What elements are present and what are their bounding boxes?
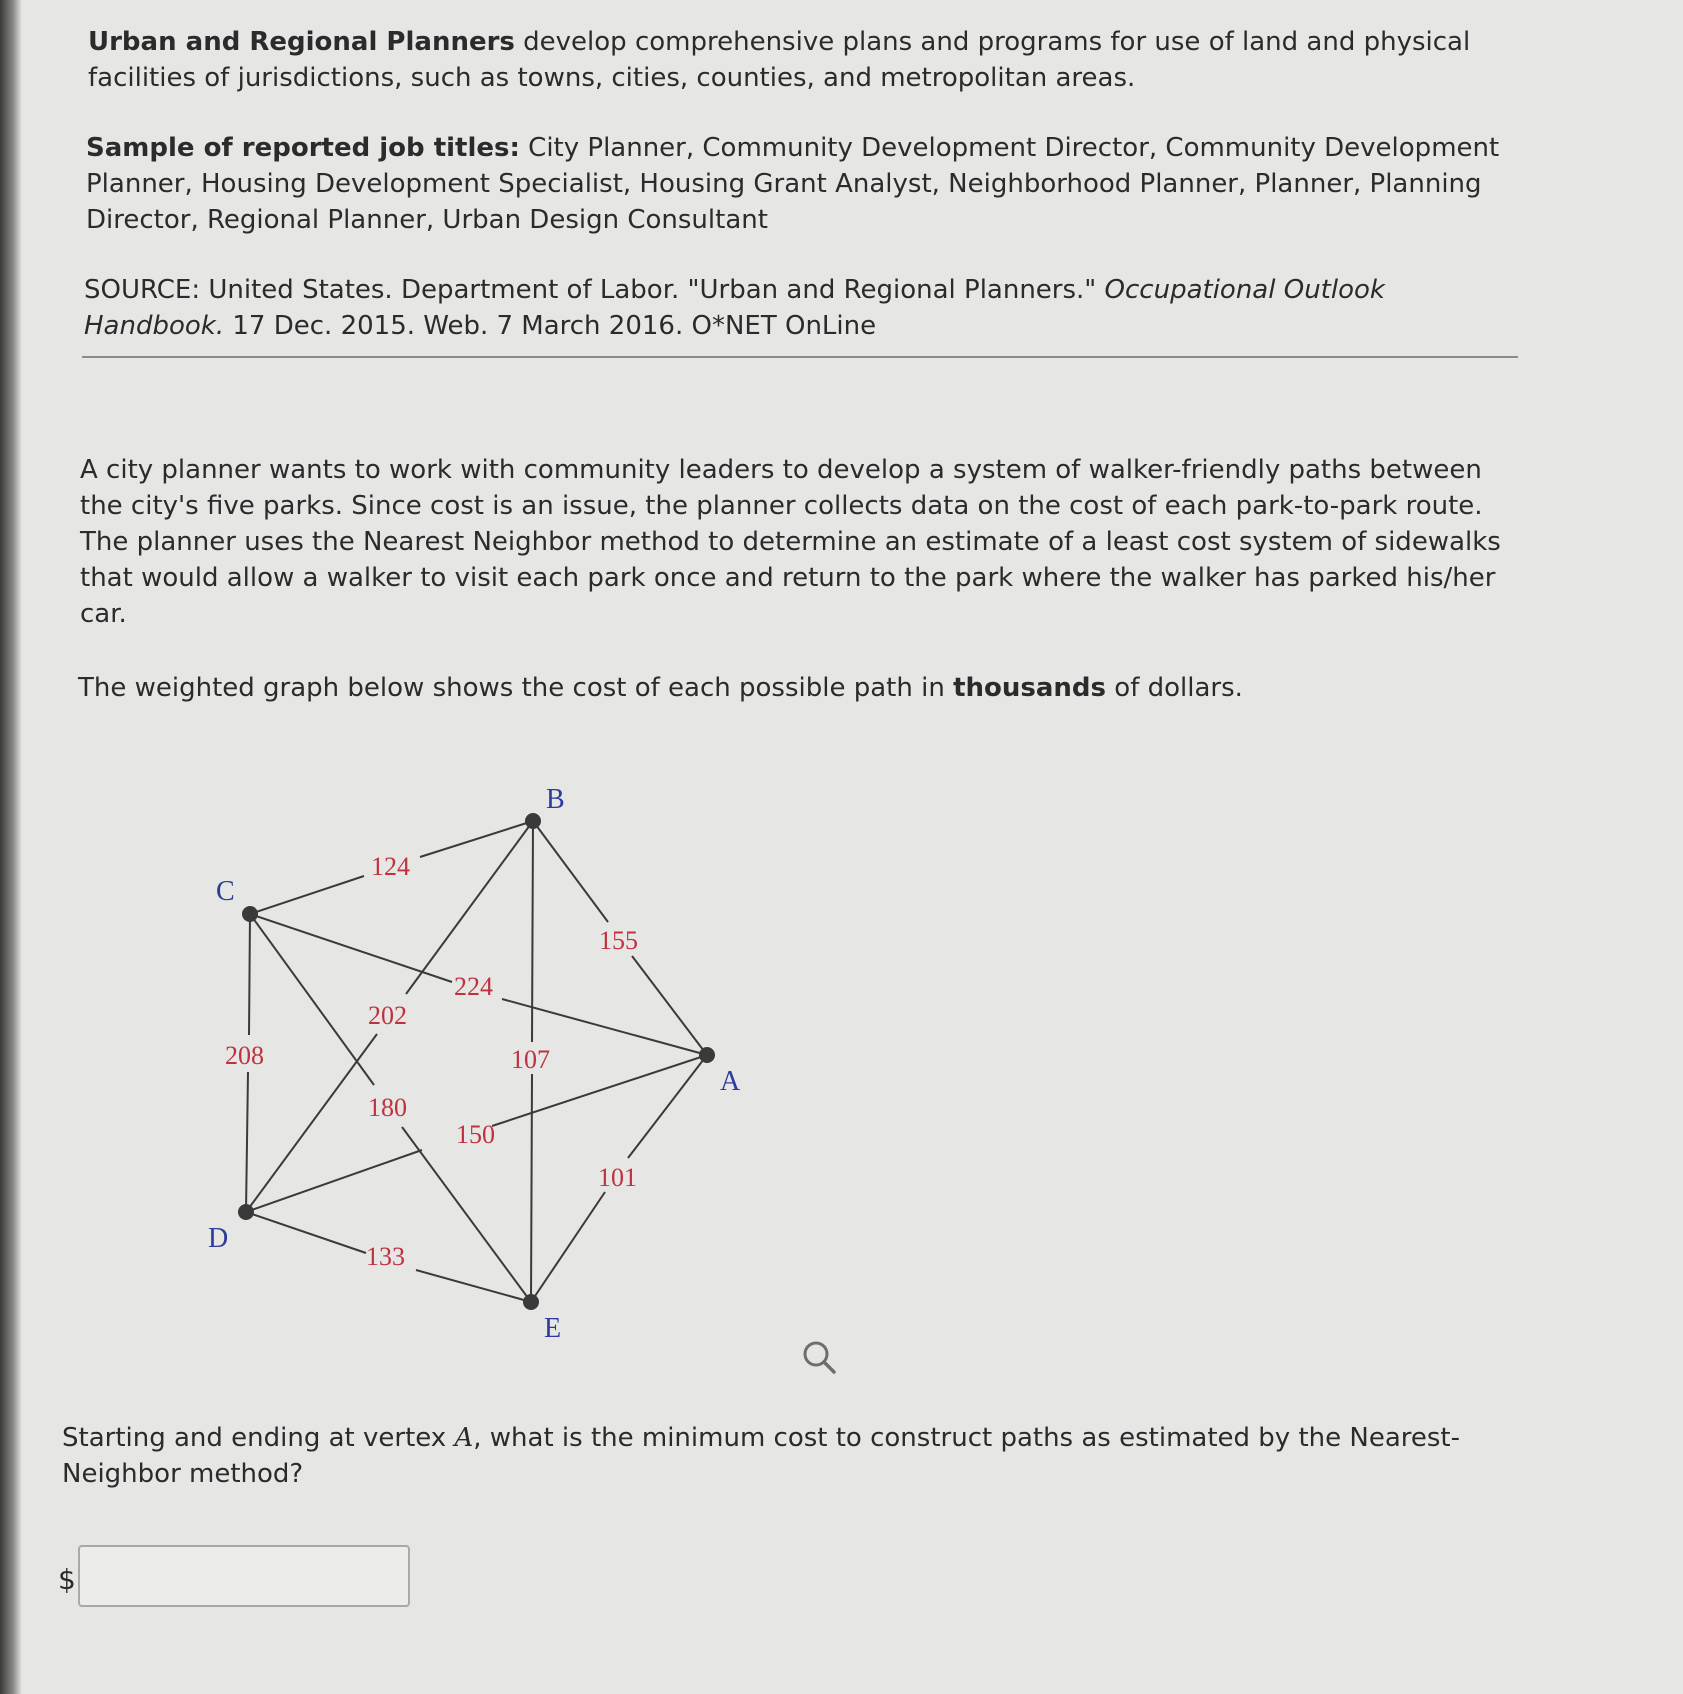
question-text [62, 1420, 1522, 1492]
edge-b-e-2 [531, 1074, 532, 1302]
edge-c-b [250, 876, 364, 914]
source-prefix: SOURCE: United States. Department of Labor. "Urban and Regional Planners." [84, 275, 1105, 305]
job-titles-list: City Planner, Community Development Director, Community Development Planner, Housing Development Specialist, Housing Grant Analyst, Neighborhood Planner, Planner, Planning Director, Regional Planner, Urban Design Consultant [86, 133, 1500, 235]
vertex-b [525, 813, 541, 829]
graph-vertex-labels [208, 784, 741, 1344]
edge-c-d-2 [246, 1072, 248, 1212]
edge-c-d [249, 914, 250, 1035]
weight-c-e: 180 [368, 1093, 407, 1122]
section-divider [82, 356, 1518, 358]
edge-a-e-2 [531, 1192, 605, 1302]
source-paragraph [84, 272, 1524, 344]
weight-b-a: 155 [599, 926, 638, 955]
vertex-d [238, 1204, 254, 1220]
weight-b-d: 202 [368, 1001, 407, 1030]
page-edge-shadow [0, 0, 22, 1694]
intro-text: develop comprehensive plans and programs for use of land and physical facilities of jurisdictions, such as towns, cities, counties, and metropolitan areas. [88, 27, 1471, 93]
intro-paragraph [88, 24, 1508, 96]
edge-d-e-2 [416, 1270, 531, 1302]
graph-edges [246, 821, 707, 1302]
source-suffix: 17 Dec. 2015. Web. 7 March 2016. O*NET OnLine [224, 311, 877, 341]
weighted-before: The weighted graph below shows the cost of each possible path in [78, 673, 954, 703]
weight-d-e: 133 [366, 1242, 405, 1271]
job-titles-paragraph [86, 130, 1506, 238]
edge-d-a [246, 1150, 422, 1212]
vertex-a [699, 1047, 715, 1063]
edge-b-a [533, 821, 608, 922]
question-before: Starting and ending at vertex [62, 1423, 455, 1453]
problem-paragraph: A city planner wants to work with community leaders to develop a system of walker-friendly paths between the city's five parks. Since cost is an issue, the planner collects data on the cost of each park-to-park route. The planner uses the Nearest Neighbor method to determine an estimate of a least cost system of sidewalks that would allow a walker to visit each park once and return to the park where the walker has parked his/her car. [80, 455, 1501, 629]
job-titles-label: Sample of reported job titles: [86, 133, 520, 163]
weight-b-e: 107 [511, 1045, 550, 1074]
vertex-label-e: E [544, 1313, 562, 1344]
vertex-c [242, 906, 258, 922]
weighted-after: of dollars. [1106, 673, 1243, 703]
edge-c-e-2 [402, 1127, 531, 1302]
edge-b-e [532, 821, 533, 1042]
weighted-graph-intro [78, 670, 1518, 706]
weight-c-a: 224 [454, 972, 493, 1001]
weight-c-d: 208 [225, 1041, 264, 1070]
intro-bold: Urban and Regional Planners [88, 27, 515, 57]
answer-input[interactable] [78, 1545, 410, 1607]
vertex-label-d: D [208, 1223, 229, 1254]
edge-b-a-2 [632, 956, 707, 1055]
edge-a-e [628, 1055, 707, 1158]
edge-b-d [406, 821, 533, 994]
vertex-label-c: C [216, 876, 235, 907]
vertex-label-a: A [720, 1066, 741, 1097]
question-vertex: A [454, 1423, 474, 1453]
question-after: , what is the minimum cost to construct paths as estimated by the Nearest-Neighbor method? [62, 1423, 1460, 1489]
currency-symbol: $ [58, 1563, 76, 1596]
source-italic: Occupational Outlook Handbook. [84, 275, 1385, 341]
graph-vertices [238, 813, 715, 1310]
graph-weights [225, 852, 638, 1271]
edge-c-b-2 [420, 821, 533, 857]
magnifier-icon[interactable] [800, 1338, 840, 1378]
edge-c-e [250, 914, 374, 1085]
vertex-e [523, 1294, 539, 1310]
weight-c-b: 124 [371, 852, 410, 881]
weight-d-a: 150 [456, 1120, 495, 1149]
vertex-label-b: B [546, 784, 565, 815]
edge-d-e [246, 1212, 366, 1253]
weighted-graph [190, 770, 770, 1370]
weight-a-e: 101 [598, 1163, 637, 1192]
weighted-bold: thousands [953, 673, 1107, 703]
